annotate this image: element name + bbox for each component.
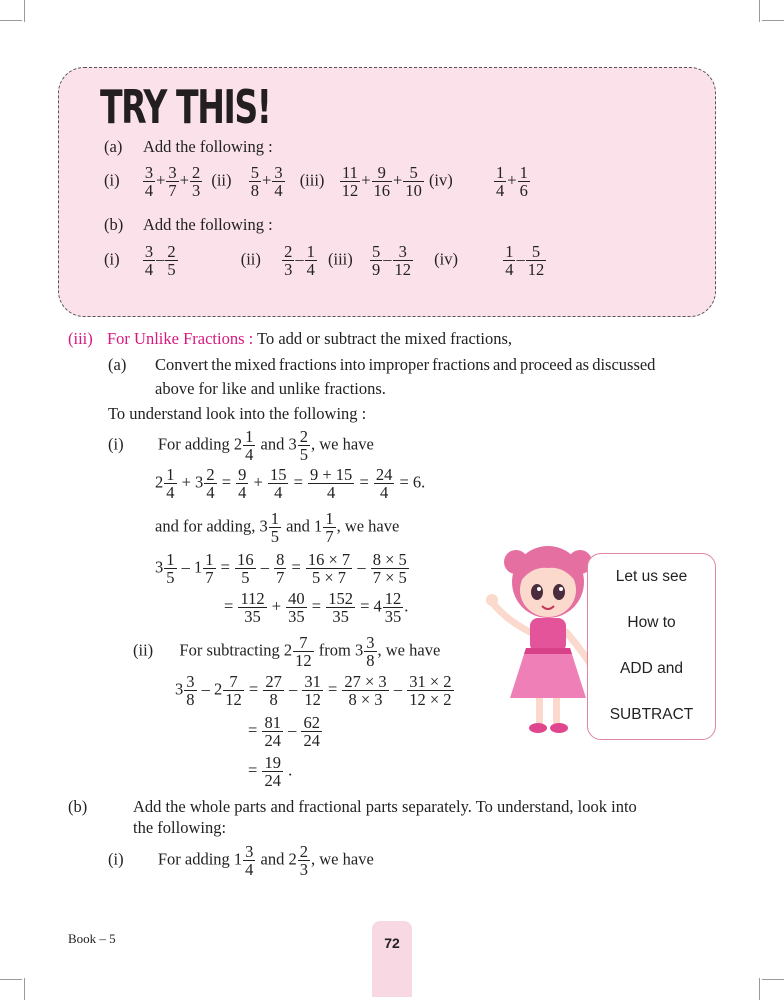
fraction: $\frac{3}{7}$ [168, 163, 177, 201]
equation: = $\frac{81}{24}$ – $\frac{62}{24}$ [248, 713, 320, 751]
try-b-row: (i) $\frac{3}{4}$ – $\frac{2}{5}$ (ii) $\frac{2}{3}$ – $\frac{1}{4}$ (iii) $\frac{5}{9}$ – $\frac{3}{12}$ (iv) $\frac{1}{4}$ – $\frac{5}{12}$ [104, 242, 545, 280]
fraction: $\frac{1}{5}$ [270, 509, 279, 547]
fraction: $\frac{1}{7}$ [205, 550, 214, 588]
fraction: $\frac{3}{4}$ [274, 163, 283, 201]
fraction: $\frac{16 \times 7}{5 \times 7}$ [307, 550, 351, 588]
section-label: (iii) [68, 329, 93, 348]
fraction: $\frac{27}{8}$ [265, 672, 282, 710]
fraction: $\frac{2}{4}$ [206, 465, 215, 503]
item-label: (i) [104, 170, 120, 190]
crop-mark [759, 0, 760, 22]
fraction: $\frac{24}{4}$ [375, 465, 393, 503]
fraction: $\frac{1}{5}$ [166, 550, 175, 588]
example-i [108, 428, 374, 464]
text: , we have [311, 434, 374, 454]
understand-text: To understand look into the following : [108, 404, 367, 423]
item-label: (i) [104, 249, 120, 269]
fraction: $\frac{8 \times 5}{7 \times 5}$ [372, 550, 407, 588]
fraction: $\frac{1}{4}$ [505, 242, 514, 280]
item-a-text-cont: above for like and unlike fractions. [155, 379, 386, 398]
fraction: $\frac{5}{12}$ [527, 242, 545, 280]
part-b-text: Add the whole parts and fractional parts separately. To understand, look into [133, 797, 637, 816]
fraction: $\frac{19}{24}$ [264, 753, 281, 791]
fraction: $\frac{7}{12}$ [225, 672, 242, 710]
equation: 3 $\frac{3}{8}$ – 2 $\frac{7}{12}$ = $\frac{27}{8}$ – $\frac{31}{12}$ = $\frac{27 \times 3}{8 \times 3}$ – $\frac{31 \times 2}{12 \times 2}$ [175, 672, 452, 710]
item-label: (iv) [428, 170, 453, 190]
page-number: 72 [384, 935, 400, 951]
fraction: $\frac{2}{5}$ [299, 427, 308, 465]
fraction: $\frac{5}{9}$ [372, 242, 381, 280]
section-title: For Unlike Fractions : [107, 329, 254, 348]
callout-card [587, 553, 716, 740]
row-a-label: (a) [104, 137, 123, 156]
fraction: $\frac{3}{12}$ [394, 242, 411, 280]
callout-line-1: Let us see [615, 568, 688, 585]
item-label: (ii) [240, 249, 261, 269]
part-b-text-cont: the following: [133, 818, 227, 837]
fraction: $\frac{12}{35}$ [384, 589, 402, 627]
fraction: $\frac{9 + 15}{4}$ [310, 465, 353, 503]
item-label: (i) [108, 434, 124, 454]
crop-mark [0, 979, 22, 980]
fraction: $\frac{9}{16}$ [373, 163, 390, 201]
item-label: (ii) [133, 640, 154, 660]
item-a-label: (a) [108, 355, 127, 374]
fraction: $\frac{3}{8}$ [186, 672, 195, 710]
fraction: $\frac{11}{12}$ [341, 163, 359, 201]
fraction: $\frac{62}{24}$ [303, 713, 320, 751]
fraction: $\frac{31 \times 2}{12 \times 2}$ [409, 672, 452, 710]
part-b-example: (i) For adding 1 $\frac{3}{4}$ and 2 $\frac{2}{3}$ , we have [108, 842, 374, 880]
page-number-tab [372, 921, 412, 997]
fraction: $\frac{112}{35}$ [240, 589, 265, 627]
item-label: (ii) [211, 170, 232, 190]
fraction: $\frac{27 \times 3}{8 \times 3}$ [344, 672, 387, 710]
equation: = $\frac{19}{24}$ . [248, 753, 293, 791]
fraction: $\frac{15}{4}$ [269, 465, 287, 503]
fraction: $\frac{1}{4}$ [306, 242, 315, 280]
fraction: $\frac{1}{4}$ [245, 427, 254, 465]
row-b-label: (b) [104, 215, 124, 234]
crop-mark [24, 978, 25, 1000]
fraction: $\frac{1}{4}$ [496, 163, 505, 201]
item-label: (iv) [434, 249, 458, 269]
text: and 3 [260, 434, 297, 454]
item-a-text: Convert the mixed fractions into improper fractions and proceed as discussed [155, 355, 656, 374]
fraction: $\frac{1}{6}$ [519, 163, 528, 201]
fraction: $\frac{5}{10}$ [405, 163, 422, 201]
fraction: $\frac{3}{4}$ [144, 163, 154, 201]
example-i-second: and for adding, 3 $\frac{1}{5}$ and 1 $\frac{1}{7}$ , we have [155, 509, 400, 547]
item-label: (iii) [328, 249, 353, 269]
item-label: (i) [108, 849, 124, 869]
book-label: Book – 5 [68, 931, 116, 946]
crop-mark [762, 20, 784, 21]
row-a-text: Add the following : [143, 137, 273, 156]
fraction: $\frac{16}{5}$ [237, 550, 254, 588]
equation: 3 $\frac{1}{5}$ – 1 $\frac{1}{7}$ = $\frac{16}{5}$ – $\frac{8}{7}$ = $\frac{16 \times 7}{5 \times 7}$ – $\frac{8 \times 5}{7 \times 5}$ [155, 550, 407, 588]
fraction: $\frac{8}{7}$ [276, 550, 285, 588]
section-heading [68, 329, 512, 349]
row-b-text: Add the following : [143, 215, 273, 234]
fraction: $\frac{2}{3}$ [191, 163, 201, 201]
fraction: $\frac{9}{4}$ [238, 465, 247, 503]
fraction: $\frac{81}{24}$ [264, 713, 281, 751]
fraction: $\frac{31}{12}$ [304, 672, 321, 710]
crop-mark [762, 979, 784, 980]
fraction: $\frac{1}{4}$ [166, 465, 175, 503]
text: For adding 2 [157, 434, 243, 454]
callout-line-3: ADD and [620, 660, 683, 677]
try-this-title: TRY THIS! [100, 80, 271, 134]
fraction: $\frac{5}{8}$ [250, 163, 259, 201]
equation: = $\frac{112}{35}$ + $\frac{40}{35}$ = $\frac{152}{35}$ = 4 $\frac{12}{35}$ . [224, 589, 409, 627]
fraction: $\frac{152}{35}$ [328, 589, 353, 627]
section-intro: To add or subtract the mixed fractions, [257, 329, 513, 348]
fraction: $\frac{2}{3}$ [284, 242, 293, 280]
crop-mark [759, 978, 760, 1000]
part-b-label: (b) [68, 797, 88, 816]
fraction: $\frac{7}{12}$ [295, 633, 312, 671]
fraction: $\frac{1}{7}$ [325, 509, 334, 547]
fraction: $\frac{3}{8}$ [366, 633, 375, 671]
item-label: (iii) [299, 170, 325, 190]
example-ii: (ii) For subtracting 2 $\frac{7}{12}$ from 3 $\frac{3}{8}$ , we have [133, 633, 441, 671]
fraction: $\frac{3}{4}$ [245, 842, 254, 880]
fraction: $\frac{3}{4}$ [144, 242, 154, 280]
callout-line-2: How to [627, 614, 676, 631]
crop-mark [0, 20, 22, 21]
fraction: $\frac{2}{5}$ [167, 242, 176, 280]
callout-line-4: SUBTRACT [609, 706, 694, 723]
crop-mark [24, 0, 25, 22]
fraction: $\frac{2}{3}$ [299, 842, 308, 880]
equation: 2 $\frac{1}{4}$ + 3 $\frac{2}{4}$ = $\frac{9}{4}$ + $\frac{15}{4}$ = $\frac{9 + 15}{4}$ = $\frac{24}{4}$ = 6. [155, 465, 426, 503]
fraction: $\frac{40}{35}$ [288, 589, 305, 627]
try-a-row: (i) $\frac{3}{4}$ + $\frac{3}{7}$ + $\frac{2}{3}$ (ii) $\frac{5}{8}$ + $\frac{3}{4}$ (iii) $\frac{11}{12}$ + $\frac{9}{16}$ + $\frac{5}{10}$ (iv) $\frac{1}{4}$ + $\frac{1}{6}$ [104, 163, 528, 201]
